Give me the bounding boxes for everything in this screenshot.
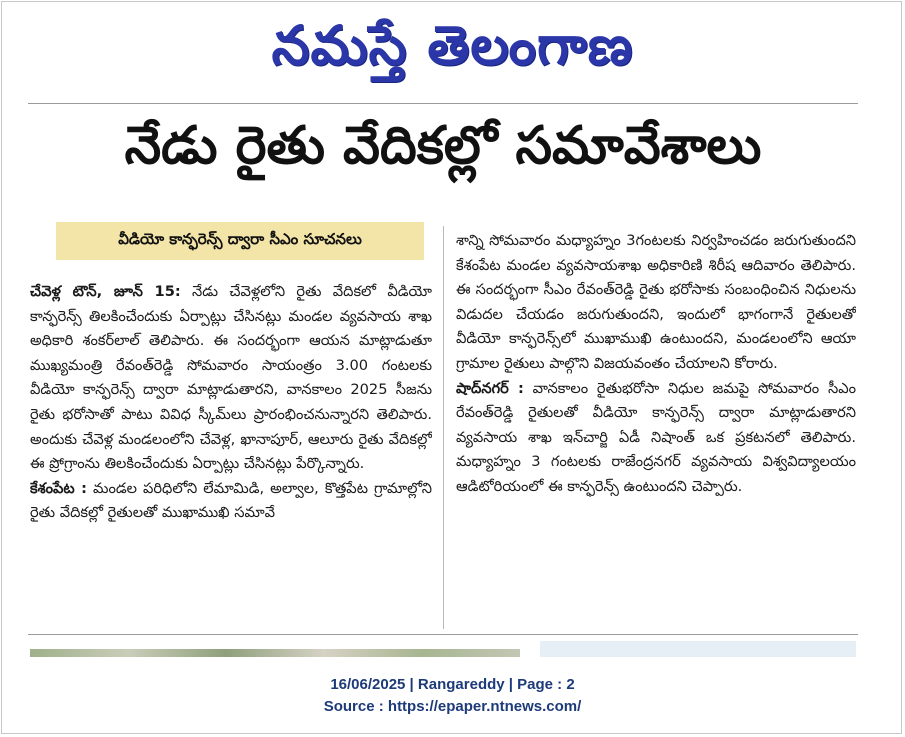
body-shadnagar: వానకాలం రైతుభరోసా నిధుల జమపై సోమవారం సీఎం రేవంత్‌రెడ్డి రైతులతో వీడియో కాన్ఫరెన్స్ ద్వారా మాట్లాడుతారని వ్యవసాయ శాఖ ఇన్‌చార్జి ఏడీ నిషాంత్ ఒక ప్రకటనలో తెలిపారు. మధ్యాహ్నం 3 గంటలకు రాజేంద్రనగర్ వ్యవసాయ విశ్వవిద్యాలయం ఆడిటోరియంలో ఈ కాన్ఫరెన్స్ ఉంటుందని చెప్పారు. bbox=[456, 379, 856, 495]
dateline-keshampet: కేశంపేట : bbox=[30, 479, 87, 497]
kicker-text: వీడియో కాన్ఫరెన్స్ ద్వారా సీఎం సూచనలు bbox=[118, 230, 362, 248]
article-headline: నేడు రైతు వేదికల్లో సమావేశాలు bbox=[124, 116, 762, 176]
top-divider bbox=[28, 103, 858, 104]
cropped-panel-strip bbox=[540, 641, 856, 657]
footer-source: Source : https://epaper.ntnews.com/ bbox=[323, 698, 582, 715]
column-divider bbox=[443, 226, 444, 629]
bottom-divider bbox=[28, 634, 858, 635]
paragraph-chevella bbox=[30, 280, 432, 477]
body-keshampet: మండల పరిధిలోని లేమామిడి, అల్వాల, కొత్తపేట గ్రామాల్లోని రైతు వేదికల్లో రైతులతో ముఖాముఖి సమావే bbox=[30, 479, 432, 522]
article-kicker bbox=[56, 222, 424, 260]
masthead bbox=[0, 6, 905, 84]
article-left-column bbox=[30, 280, 432, 640]
dateline-chevella: చేవెళ్ల టౌన్, జూన్ 15: bbox=[30, 283, 181, 300]
article-right-column bbox=[456, 229, 856, 634]
paragraph-keshampet-continued: శాన్ని సోమవారం మధ్యాహ్నం 3గంటలకు నిర్వహించడం జరుగుతుందని కేశంపేట మండల వ్యవసాయశాఖ అధికారిణి శిరీష ఆదివారం తెలిపారు. ఈ సందర్భంగా సీఎం రేవంత్‌రెడ్డి రైతు భరోసాకు సంబంధించిన నిధులను విడుదల చేయడం జరుగుతుందని, ఇందులో భాగంగానే రైతులతో వీడియో కాన్ఫరెన్స్‌లో ముఖాముఖి ఉంటుందని, మండలంలోని ఆయా గ్రామాల రైతులు పాల్గొని విజయవంతం చేయాలని కోరారు. bbox=[456, 232, 856, 372]
paragraph-keshampet bbox=[30, 477, 432, 526]
dateline-shadnagar: షాద్‌నగర్ : bbox=[456, 379, 524, 397]
body-chevella: నేడు చేవెళ్లలోని రైతు వేదికలో వీడియో కాన్ఫరెన్స్ తిలకించేందుకు ఏర్పాట్లు చేసినట్లు మండల వ్యవసాయ శాఖ అధికారి శంకర్‌లాల్ తెలిపారు. ఈ సందర్భంగా ఆయన మాట్లాడుతూ ముఖ్యమంత్రి రేవంత్‌రెడ్డి సోమవారం సాయంత్రం 3.00 గంటలకు వీడియో కాన్ఫరెన్స్ ద్వారా మాట్లాడుతారని, వానకాలం 2025 సీజను రైతు భరోసాతో పాటు వివిధ స్కీమ్‌లు ప్రారంభించనున్నారని తెలిపారు. అందుకు చేవెళ్ల మండలంలోని చేవెళ్ల, ఖానాపూర్, ఆలూరు రైతు వేదికల్లో ఈ ప్రోగ్రాంను తిలకించేందుకు ఏర్పాట్లు చేసినట్లు పేర్కొన్నారు. bbox=[30, 283, 432, 473]
newspaper-logo: నమస్తే తెలంగాణ bbox=[271, 13, 634, 77]
footer-date-edition: 16/06/2025 | Rangareddy | Page : 2 bbox=[330, 676, 575, 693]
cropped-photo-strip bbox=[30, 649, 520, 657]
paragraph-shadnagar bbox=[456, 377, 856, 500]
